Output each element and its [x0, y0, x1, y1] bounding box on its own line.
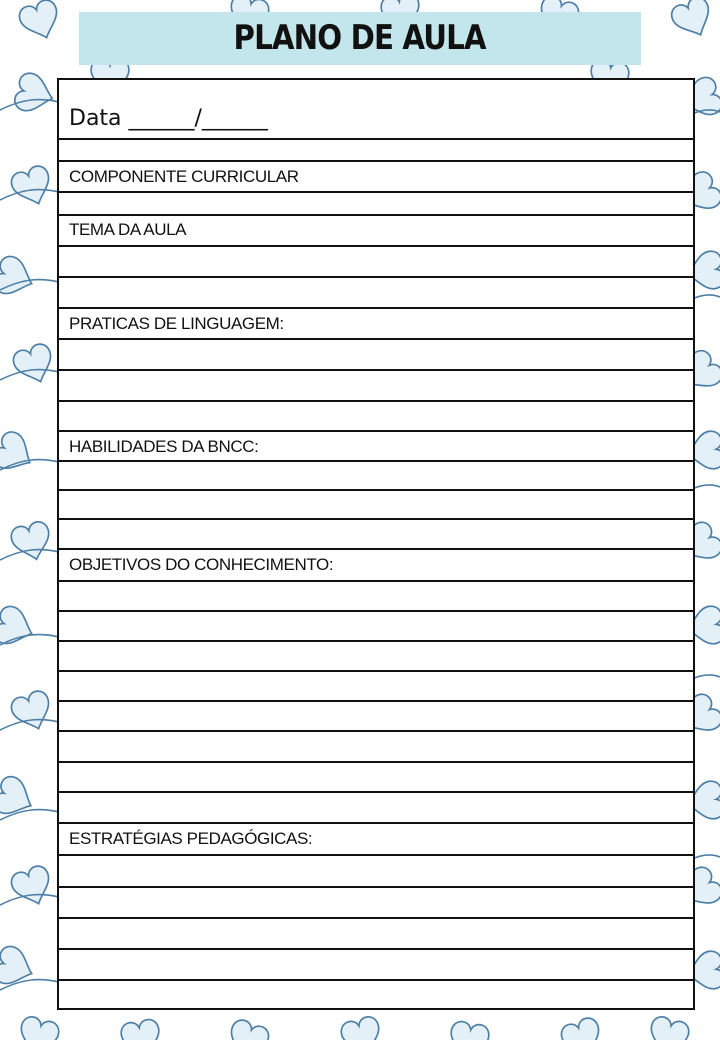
writing-line — [59, 730, 693, 732]
lesson-plan-form — [57, 78, 695, 1010]
writing-line — [59, 307, 693, 309]
writing-line — [59, 548, 693, 550]
writing-line — [59, 670, 693, 672]
writing-line — [59, 489, 693, 491]
writing-line — [59, 854, 693, 856]
heart-icon — [0, 773, 39, 823]
section-label-componente-curricular: COMPONENTE CURRICULAR — [69, 167, 299, 186]
heart-icon — [17, 0, 65, 44]
writing-line — [59, 610, 693, 612]
writing-line — [59, 979, 693, 981]
writing-line — [59, 761, 693, 763]
heart-icon — [9, 520, 55, 565]
writing-line — [59, 138, 693, 140]
writing-line — [59, 948, 693, 950]
writing-line — [59, 276, 693, 278]
writing-line — [59, 791, 693, 793]
heart-icon — [645, 1015, 691, 1040]
writing-line — [59, 518, 693, 520]
section-label-tema-da-aula: TEMA DA AULA — [69, 220, 187, 239]
section-label-habilidades-bncc: HABILIDADES DA BNCC: — [69, 437, 259, 456]
writing-line — [59, 886, 693, 888]
writing-line — [59, 191, 693, 193]
heart-icon — [339, 1015, 385, 1040]
writing-line — [59, 214, 693, 216]
date-field-label: Data ______/______ — [69, 106, 268, 131]
section-label-objetivos-do-conhecimento: OBJETIVOS DO CONHECIMENTO: — [69, 555, 334, 574]
section-label-estrategias-pedagogicas: ESTRATÉGIAS PEDAGÓGICAS: — [69, 829, 313, 848]
writing-line — [59, 580, 693, 582]
writing-line — [59, 369, 693, 371]
writing-line — [59, 460, 693, 462]
heart-icon — [0, 604, 38, 652]
page-title: PLANO DE AULA — [233, 18, 487, 58]
section-label-praticas-de-linguagem: PRATICAS DE LINGUAGEM: — [69, 314, 284, 333]
heart-icon — [447, 1020, 490, 1040]
heart-icon — [119, 1018, 162, 1040]
heart-icon — [9, 863, 57, 910]
heart-icon — [0, 254, 38, 302]
writing-line — [59, 160, 693, 162]
heart-icon — [13, 71, 58, 117]
heart-icon — [0, 428, 39, 479]
heart-icon — [224, 1017, 272, 1040]
heart-icon — [9, 163, 57, 210]
writing-line — [59, 245, 693, 247]
writing-line — [59, 338, 693, 340]
writing-line — [59, 400, 693, 402]
writing-line — [59, 917, 693, 919]
writing-line — [59, 640, 693, 642]
writing-line — [59, 700, 693, 702]
heart-icon — [11, 341, 59, 388]
writing-line — [59, 430, 693, 432]
heart-icon — [668, 0, 718, 43]
heart-icon — [9, 688, 57, 735]
heart-icon — [559, 1015, 607, 1040]
title-banner — [79, 12, 641, 65]
heart-icon — [15, 1015, 61, 1040]
writing-line — [59, 822, 693, 824]
heart-icon — [0, 944, 38, 992]
